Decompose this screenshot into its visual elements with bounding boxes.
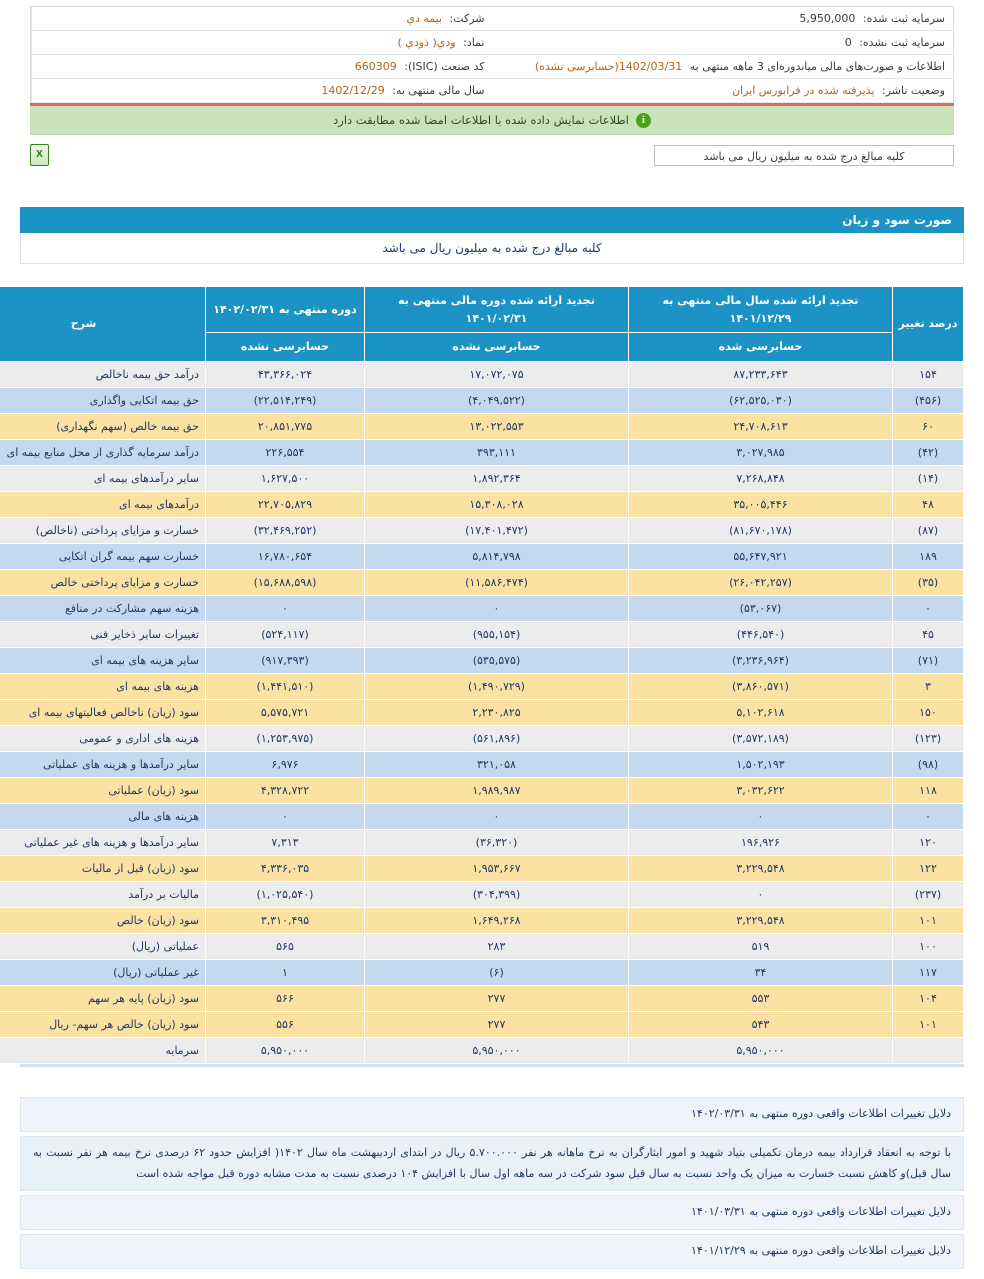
cell-percent-change: ۱۵۴: [893, 361, 964, 387]
cell-prior-fy: ۸۷,۲۳۳,۶۴۳: [629, 361, 893, 387]
cell-current-period: ۱۶,۷۸۰,۶۵۴: [206, 543, 365, 569]
toolbar-row: [30, 143, 954, 167]
table-row: [0, 907, 964, 933]
cell-prior-period: ۵,۸۱۴,۷۹۸: [365, 543, 629, 569]
cell-percent-change: ۱۰۴: [893, 985, 964, 1011]
cell-prior-period: ۵,۹۵۰,۰۰۰: [365, 1037, 629, 1063]
cell-description: سایر درآمدها و هزینه های غیر عملیاتی: [0, 829, 206, 855]
cell-prior-period: (۹۵۵,۱۵۴): [365, 621, 629, 647]
cell-current-period: ۶,۹۷۶: [206, 751, 365, 777]
column-header-prior-fy: تجدید ارائه شده سال مالی منتهی به ۱۴۰۱/۱۲/۲۹: [629, 287, 893, 333]
cell-current-period: ۲۲,۷۰۵,۸۲۹: [206, 491, 365, 517]
cell-current-period: ۰: [206, 595, 365, 621]
cell-percent-change: (۳۵): [893, 569, 964, 595]
cell-prior-fy: ۰: [629, 881, 893, 907]
cell-description: حق بیمه اتکایی واگذاری: [0, 387, 206, 413]
column-header-current-period: دوره منتهی به ۱۴۰۲/۰۲/۳۱: [206, 287, 365, 333]
cell-percent-change: ۱۲۰: [893, 829, 964, 855]
info-icon: i: [636, 113, 651, 128]
table-header: [0, 287, 964, 362]
cell-current-period: (۹۱۷,۳۹۳): [206, 647, 365, 673]
cell-prior-fy: (۲۶,۰۴۲,۲۵۷): [629, 569, 893, 595]
cell-prior-period: (۱,۴۹۰,۷۲۹): [365, 673, 629, 699]
cell-current-period: ۴,۳۳۶,۰۳۵: [206, 855, 365, 881]
cell-description: خسارت سهم بیمه گران اتکایی: [0, 543, 206, 569]
cell-prior-period: (۳۰۴,۳۹۹): [365, 881, 629, 907]
table-row: [0, 829, 964, 855]
cell-description: سود (زیان) ناخالص فعالیتهای بیمه ای: [0, 699, 206, 725]
cell-current-period: ۵,۹۵۰,۰۰۰: [206, 1037, 365, 1063]
cell-description: سایر هزینه های بیمه ای: [0, 647, 206, 673]
cell-prior-fy: (۳,۲۳۶,۹۶۴): [629, 647, 893, 673]
cell-description: درآمدهای بیمه ای: [0, 491, 206, 517]
cell-percent-change: ۱۲۲: [893, 855, 964, 881]
cell-description: غیر عملیاتی (ریال): [0, 959, 206, 985]
cell-prior-fy: ۱۹۶,۹۲۶: [629, 829, 893, 855]
table-row: [0, 855, 964, 881]
cell-percent-change: ۱۱۷: [893, 959, 964, 985]
identity-primary-label: نماد:: [463, 36, 485, 49]
cell-description: سود (زیان) خالص هر سهم- ریال: [0, 1011, 206, 1037]
table-row: [0, 803, 964, 829]
identity-row: [32, 7, 954, 31]
income-statement-table-wrapper: [6, 286, 964, 1067]
identity-row: [32, 79, 954, 103]
cell-percent-change: ۱۰۱: [893, 1011, 964, 1037]
cell-percent-change: (۴۵۶): [893, 387, 964, 413]
column-subheader-prior-fy: حسابرسی شده: [629, 333, 893, 362]
cell-prior-fy: ۵,۹۵۰,۰۰۰: [629, 1037, 893, 1063]
cell-description: حق بیمه خالص (سهم نگهداری): [0, 413, 206, 439]
cell-prior-fy: ۳,۲۲۹,۵۴۸: [629, 855, 893, 881]
cell-prior-fy: ۵۱۹: [629, 933, 893, 959]
identity-secondary-value: 1402/03/31(حسابرسی نشده): [534, 60, 686, 73]
cell-prior-fy: (۳,۸۶۰,۵۷۱): [629, 673, 893, 699]
cell-prior-period: ۲۷۷: [365, 985, 629, 1011]
signature-match-notice: [30, 106, 954, 135]
identity-primary-cell: [32, 55, 493, 79]
cell-prior-fy: ۳۴: [629, 959, 893, 985]
table-row: [0, 543, 964, 569]
identity-secondary-cell: [493, 55, 954, 79]
cell-percent-change: ۶۰: [893, 413, 964, 439]
cell-prior-fy: ۲۴,۷۰۸,۶۱۳: [629, 413, 893, 439]
cell-prior-fy: ۳,۰۳۲,۶۲۲: [629, 777, 893, 803]
cell-prior-period: ۲۷۷: [365, 1011, 629, 1037]
table-row: [0, 621, 964, 647]
cell-prior-fy: ۳,۲۲۹,۵۴۸: [629, 907, 893, 933]
statement-section: [20, 207, 964, 264]
identity-primary-cell: [32, 7, 493, 31]
cell-prior-period: (۱۱,۵۸۶,۴۷۴): [365, 569, 629, 595]
cell-current-period: (۵۲۴,۱۱۷): [206, 621, 365, 647]
statement-unit-note: کلیه مبالغ درج شده به میلیون ریال می باشد: [20, 233, 964, 264]
income-statement-table: [0, 286, 964, 1064]
cell-prior-period: ۳۹۳,۱۱۱: [365, 439, 629, 465]
cell-prior-period: (۵۶۱,۸۹۶): [365, 725, 629, 751]
cell-prior-period: ۱,۹۸۹,۹۸۷: [365, 777, 629, 803]
cell-current-period: (۱۵,۶۸۸,۵۹۸): [206, 569, 365, 595]
identity-secondary-value: 0: [844, 36, 856, 49]
cell-description: هزینه های مالی: [0, 803, 206, 829]
cell-description: درآمد سرمایه گذاری از محل منابع بیمه ای: [0, 439, 206, 465]
cell-percent-change: (۷۱): [893, 647, 964, 673]
table-row: [0, 673, 964, 699]
cell-percent-change: ۱۵۰: [893, 699, 964, 725]
cell-description: سود (زیان) پایه هر سهم: [0, 985, 206, 1011]
identity-primary-label: کد صنعت (ISIC):: [404, 60, 485, 73]
cell-current-period: (۳۲,۴۶۹,۲۵۲): [206, 517, 365, 543]
cell-prior-fy: (۵۳,۰۶۷): [629, 595, 893, 621]
cell-prior-period: (۶): [365, 959, 629, 985]
cell-percent-change: ۱۰۰: [893, 933, 964, 959]
table-row: [0, 439, 964, 465]
cell-description: هزینه سهم مشارکت در منافع: [0, 595, 206, 621]
table-row: [0, 1011, 964, 1037]
table-row: [0, 933, 964, 959]
cell-current-period: (۲۲,۵۱۴,۲۴۹): [206, 387, 365, 413]
cell-percent-change: ۴۸: [893, 491, 964, 517]
table-row: [0, 725, 964, 751]
cell-prior-period: ۰: [365, 595, 629, 621]
notes-section: [20, 1097, 964, 1269]
cell-percent-change: (۹۸): [893, 751, 964, 777]
cell-percent-change: ۰: [893, 803, 964, 829]
cell-prior-period: ۳۲۱,۰۵۸: [365, 751, 629, 777]
cell-prior-period: ۲,۲۳۰,۸۲۵: [365, 699, 629, 725]
cell-percent-change: ۱۸۹: [893, 543, 964, 569]
note-heading: دلایل تغییرات اطلاعات واقعی دوره منتهی به ۱۴۰۱/۱۲/۲۹: [20, 1234, 964, 1269]
page-root: [0, 6, 984, 1269]
table-row: [0, 777, 964, 803]
table-row: [0, 959, 964, 985]
cell-percent-change: (۸۷): [893, 517, 964, 543]
cell-current-period: ۱,۶۲۷,۵۰۰: [206, 465, 365, 491]
identity-secondary-label: سرمایه ثبت شده:: [862, 12, 945, 25]
cell-description: سایر درآمدها و هزینه های عملیاتی: [0, 751, 206, 777]
cell-prior-period: ۱۷,۰۷۲,۰۷۵: [365, 361, 629, 387]
cell-percent-change: ۱۰۱: [893, 907, 964, 933]
cell-prior-period: ۱,۹۵۳,۶۶۷: [365, 855, 629, 881]
note-heading: دلایل تغییرات اطلاعات واقعی دوره منتهی به ۱۴۰۲/۰۳/۳۱: [20, 1097, 964, 1132]
cell-prior-fy: (۶۲,۵۲۵,۰۳۰): [629, 387, 893, 413]
column-header-prior-period: تجدید ارائه شده دوره مالی منتهی به ۱۴۰۱/۰۲/۳۱: [365, 287, 629, 333]
identity-primary-cell: [32, 79, 493, 103]
cell-current-period: (۱,۲۵۳,۹۷۵): [206, 725, 365, 751]
note-heading: دلایل تغییرات اطلاعات واقعی دوره منتهی به ۱۴۰۱/۰۳/۳۱: [20, 1195, 964, 1230]
cell-description: درآمد حق بیمه ناخالص: [0, 361, 206, 387]
table-row: [0, 465, 964, 491]
cell-percent-change: ۴۵: [893, 621, 964, 647]
cell-current-period: ۵۶۶: [206, 985, 365, 1011]
identity-primary-value: ودي( ذودي ): [397, 36, 460, 49]
table-row: [0, 491, 964, 517]
cell-description: سایر درآمدهای بیمه ای: [0, 465, 206, 491]
cell-description: سرمایه: [0, 1037, 206, 1063]
table-row: [0, 647, 964, 673]
cell-prior-fy: (۸۱,۶۷۰,۱۷۸): [629, 517, 893, 543]
cell-description: سود (زیان) قبل از مالیات: [0, 855, 206, 881]
cell-description: خسارت و مزایای پرداختی خالص: [0, 569, 206, 595]
cell-prior-period: ۲۸۳: [365, 933, 629, 959]
cell-prior-period: ۱۳,۰۲۲,۵۵۳: [365, 413, 629, 439]
cell-description: سود (زیان) خالص: [0, 907, 206, 933]
cell-description: خسارت و مزایای پرداختی (ناخالص): [0, 517, 206, 543]
cell-current-period: ۴,۳۲۸,۷۲۲: [206, 777, 365, 803]
identity-table: [31, 7, 953, 103]
excel-export-icon[interactable]: [30, 144, 49, 166]
cell-percent-change: (۱۴): [893, 465, 964, 491]
cell-prior-fy: ۳۵,۰۰۵,۴۴۶: [629, 491, 893, 517]
cell-current-period: ۳,۳۱۰,۴۹۵: [206, 907, 365, 933]
column-subheader-current-period: حسابرسی نشده: [206, 333, 365, 362]
table-row: [0, 413, 964, 439]
table-row: [0, 881, 964, 907]
cell-percent-change: ۱۱۸: [893, 777, 964, 803]
column-header-description: شرح: [0, 287, 206, 362]
cell-percent-change: (۴۲): [893, 439, 964, 465]
page-title: صورت سود و زیان: [20, 207, 964, 233]
column-header-percent-change: درصد تغییر: [893, 287, 964, 362]
cell-current-period: ۰: [206, 803, 365, 829]
identity-secondary-cell: [493, 31, 954, 55]
cell-prior-period: ۰: [365, 803, 629, 829]
cell-current-period: ۵,۵۷۵,۷۲۱: [206, 699, 365, 725]
identity-secondary-label: اطلاعات و صورت‌های مالی میاندوره‌ای 3 ماهه منتهی به: [689, 60, 945, 73]
identity-secondary-cell: [493, 7, 954, 31]
cell-prior-fy: ۰: [629, 803, 893, 829]
cell-description: تغییرات سایر ذخایر فنی: [0, 621, 206, 647]
cell-prior-fy: ۱,۵۰۲,۱۹۳: [629, 751, 893, 777]
cell-current-period: ۴۳,۳۶۶,۰۲۴: [206, 361, 365, 387]
table-row: [0, 751, 964, 777]
cell-description: سود (زیان) عملیاتی: [0, 777, 206, 803]
cell-description: عملیاتی (ریال): [0, 933, 206, 959]
cell-prior-fy: ۵,۱۰۲,۶۱۸: [629, 699, 893, 725]
cell-prior-fy: ۵۵۳: [629, 985, 893, 1011]
table-row: [0, 595, 964, 621]
column-subheader-prior-period: حسابرسی نشده: [365, 333, 629, 362]
table-row: [0, 1037, 964, 1063]
cell-current-period: ۵۶۵: [206, 933, 365, 959]
identity-primary-cell: [32, 31, 493, 55]
cell-current-period: (۱,۰۲۵,۵۴۰): [206, 881, 365, 907]
identity-primary-label: شرکت:: [449, 12, 485, 25]
cell-description: هزینه های اداری و عمومی: [0, 725, 206, 751]
cell-current-period: ۲۲۶,۵۵۴: [206, 439, 365, 465]
table-row: [0, 569, 964, 595]
cell-prior-fy: ۵۴۳: [629, 1011, 893, 1037]
cell-prior-fy: (۴۴۶,۵۴۰): [629, 621, 893, 647]
cell-current-period: ۵۵۶: [206, 1011, 365, 1037]
cell-prior-fy: ۷,۲۶۸,۸۴۸: [629, 465, 893, 491]
table-body: [0, 361, 964, 1063]
cell-current-period: (۱,۴۴۱,۵۱۰): [206, 673, 365, 699]
cell-percent-change: [893, 1037, 964, 1063]
table-row: [0, 517, 964, 543]
cell-percent-change: (۱۲۳): [893, 725, 964, 751]
cell-prior-period: ۱۵,۳۰۸,۰۲۸: [365, 491, 629, 517]
cell-prior-period: (۳۶,۳۲۰): [365, 829, 629, 855]
cell-percent-change: ۳: [893, 673, 964, 699]
identity-primary-value: بیمه دي: [406, 12, 446, 25]
company-identity-panel: [30, 6, 954, 103]
cell-percent-change: ۰: [893, 595, 964, 621]
cell-prior-period: ۱,۸۹۲,۳۶۴: [365, 465, 629, 491]
cell-current-period: ۷,۳۱۳: [206, 829, 365, 855]
cell-current-period: ۱: [206, 959, 365, 985]
identity-row: [32, 55, 954, 79]
identity-secondary-label: سرمایه ثبت نشده:: [859, 36, 945, 49]
identity-secondary-value: پذیرفته شده در فرابورس ایران: [731, 84, 879, 97]
cell-percent-change: (۲۳۷): [893, 881, 964, 907]
cell-prior-period: (۵۳۵,۵۷۵): [365, 647, 629, 673]
cell-prior-period: (۴,۰۴۹,۵۲۲): [365, 387, 629, 413]
cell-current-period: ۲۰,۸۵۱,۷۷۵: [206, 413, 365, 439]
identity-primary-value: 660309: [354, 60, 401, 73]
notice-text: اطلاعات نمایش داده شده با اطلاعات امضا شده مطابقت دارد: [333, 113, 629, 127]
cell-prior-fy: ۳,۰۲۷,۹۸۵: [629, 439, 893, 465]
cell-description: هزینه های بیمه ای: [0, 673, 206, 699]
note-body: با توجه به انعقاد قرارداد بیمه درمان تکمیلی بنیاد شهید و امور ایثارگران به نرخ ماهانه هر نفر ۵.۷۰۰.۰۰۰ ریال در ابتدای اردیبهشت ماه سال ۱۴۰۲( افزایش حدود ۶۲ درصدی نرخ بیمه هر نفر نسبت به سال قبل)و کاهش نسبت خسارت به میزان یک واحد نسبت به سال قبل سود شرکت در سه ماهه اول سال با افزایش ۱۰۴ درصدی نسبت به مدت مشابه دوره قبل مواجه شده است: [20, 1136, 964, 1192]
table-bottom-rule: [20, 1064, 964, 1067]
identity-row: [32, 31, 954, 55]
cell-description: مالیات بر درآمد: [0, 881, 206, 907]
cell-prior-fy: ۵۵,۶۴۷,۹۲۱: [629, 543, 893, 569]
table-row: [0, 387, 964, 413]
table-row: [0, 699, 964, 725]
identity-primary-label: سال مالی منتهی به:: [392, 84, 485, 97]
identity-secondary-label: وضعیت ناشر:: [882, 84, 945, 97]
cell-prior-fy: (۳,۵۷۲,۱۸۹): [629, 725, 893, 751]
identity-secondary-cell: [493, 79, 954, 103]
cell-prior-period: (۱۷,۴۰۱,۴۷۲): [365, 517, 629, 543]
amount-unit-note: کلیه مبالغ درج شده به میلیون ریال می باشد: [654, 145, 954, 166]
identity-secondary-value: 5,950,000: [799, 12, 859, 25]
table-row: [0, 985, 964, 1011]
identity-primary-value: 1402/12/29: [321, 84, 389, 97]
table-row: [0, 361, 964, 387]
cell-prior-period: ۱,۶۴۹,۲۶۸: [365, 907, 629, 933]
